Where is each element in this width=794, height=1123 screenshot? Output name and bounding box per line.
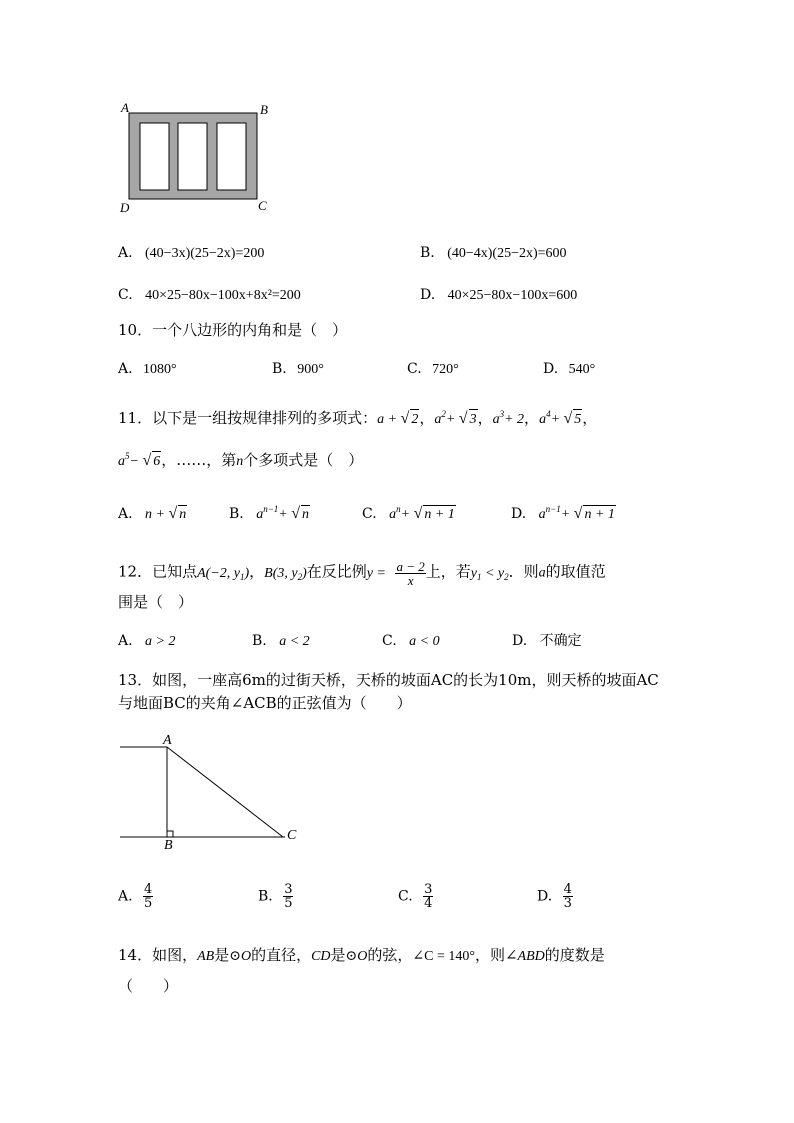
q11-stem-text: 11．以下是一组按规律排列的多项式：: [118, 409, 378, 427]
q13-option-c[interactable]: [398, 883, 433, 910]
poly-1: a + √ 2: [377, 412, 419, 427]
q9-option-b[interactable]: [420, 244, 567, 263]
option-letter: A.: [118, 361, 133, 377]
option-letter: C.: [398, 888, 413, 905]
vertex-label-a: A: [121, 100, 129, 115]
q13-option-b[interactable]: [258, 883, 293, 910]
fraction: $\frac{4}{3}$: [563, 882, 572, 911]
option-letter: D.: [420, 287, 436, 303]
option-letter: B.: [420, 245, 435, 261]
vertex-label-b: B: [260, 102, 268, 117]
q14-stem-text: 的弦，: [367, 946, 413, 964]
q11-stem-line2: [118, 450, 363, 472]
q11-option-c[interactable]: [362, 505, 456, 524]
q12-stem-line1: 12．已知点A(−2, $y_1$)，B(3, $y_2$)在反比例y = $\frac{a - 2}{x}$ 上，若$y_1 < y_2$．则a的取值范: [118, 559, 606, 588]
option-text: a < 2: [279, 634, 310, 649]
fraction: $\frac{4}{5}$: [144, 882, 153, 911]
q14-stem-text: 的直径，: [251, 946, 312, 964]
option-letter: A.: [118, 245, 133, 261]
q11-option-d[interactable]: [511, 505, 616, 524]
q9-option-c[interactable]: [118, 286, 301, 305]
option-text: 540°: [568, 362, 596, 377]
q12-option-b[interactable]: [252, 632, 310, 651]
inverse-function: y = $\frac{a - 2}{x}$: [366, 559, 425, 588]
angle-c: ∠C = 140°: [412, 949, 475, 964]
q13-stem-line1: 13．如图，一座高6m的过街天桥，天桥的坡面AC的长为10m，则天桥的坡面AC: [118, 671, 659, 689]
q12-stem-text: 的取值范: [545, 562, 606, 581]
option-letter: C.: [407, 361, 422, 377]
q12-stem-text: 12．已知点: [118, 562, 198, 581]
inner-pane-3: [217, 123, 246, 190]
point-b: B(3, $y_2$): [264, 565, 307, 582]
q9-option-a[interactable]: [118, 244, 264, 263]
circle-o: ⊙O: [345, 949, 368, 964]
option-letter: D.: [537, 888, 553, 905]
circle-o: ⊙O: [229, 949, 252, 964]
option-letter: D.: [543, 361, 559, 377]
segment-ac: [167, 747, 283, 837]
q12-option-a[interactable]: [118, 632, 175, 651]
vertex-label-c: C: [287, 828, 297, 843]
fraction: $\frac{3}{5}$: [284, 882, 293, 911]
bridge-figure: [115, 735, 315, 855]
poly-3: $a^3+ 2$: [492, 409, 525, 427]
option-text: 1080°: [143, 362, 177, 377]
option-letter: B.: [258, 888, 273, 905]
option-letter: D.: [512, 633, 528, 649]
q10-option-c[interactable]: [407, 360, 459, 379]
option-letter: B.: [252, 633, 267, 649]
q14-stem-text: 的度数是: [544, 946, 605, 964]
option-text: 40×25−80x−100x+8x²=200: [145, 288, 301, 303]
q13-option-d[interactable]: [537, 883, 573, 910]
q12-stem-line2: 围是（ ）: [118, 593, 194, 611]
option-text: a < 0: [409, 634, 440, 649]
option-math: $a^{n-1}+$ √ n: [256, 504, 310, 522]
q10-stem: 10．一个八边形的内角和是（ ）: [118, 321, 348, 339]
q10-option-a[interactable]: [118, 360, 177, 379]
option-letter: A.: [118, 633, 133, 649]
option-text: 720°: [432, 362, 459, 377]
option-letter: B.: [229, 506, 244, 522]
option-letter: A.: [118, 888, 133, 905]
q12-stem-text: 在反比例: [306, 562, 367, 581]
q11-option-a[interactable]: [118, 505, 187, 524]
option-text: (40−3x)(25−2x)=200: [145, 246, 265, 261]
poly-5: $a^5-$ √ 6: [118, 454, 161, 469]
q14-stem-text: 14．如图，: [118, 946, 198, 964]
poly-2: $a^2+$ √ 3: [434, 412, 477, 427]
right-angle-mark: [167, 831, 173, 837]
q11-stem-text: ，……，第: [161, 451, 237, 469]
option-text: 不确定: [539, 633, 582, 649]
option-math: $a^{n-1}+$ √ n + 1: [538, 504, 615, 522]
vertex-label-d: D: [120, 200, 130, 215]
q10-option-b[interactable]: [272, 360, 324, 379]
q12-stem-text: ．则: [508, 562, 539, 581]
q14-stem-line2: （ ）: [118, 977, 179, 995]
q14-stem-text: 是: [214, 946, 230, 964]
vertex-label-b: B: [164, 838, 173, 853]
angle-abd: ABD: [517, 949, 545, 964]
option-letter: C.: [118, 287, 133, 303]
vertex-label-a: A: [163, 733, 172, 748]
q11-option-b[interactable]: [229, 505, 310, 524]
option-letter: C.: [362, 506, 377, 522]
q14-stem-text: ，则∠: [474, 946, 518, 964]
vertex-label-c: C: [258, 198, 267, 213]
q12-stem-text: 上，若: [425, 562, 471, 581]
poly-4: $a^4+$ √ 5: [539, 412, 582, 427]
q12-option-d[interactable]: [512, 632, 582, 650]
segment-ab: AB: [197, 949, 215, 964]
option-math: n + √ n: [145, 505, 187, 522]
option-text: (40−4x)(25−2x)=600: [447, 246, 567, 261]
q12-option-c[interactable]: [382, 632, 440, 651]
q14-stem-text: 是: [330, 946, 346, 964]
point-a: A(−2, $y_1$): [197, 565, 250, 582]
y-inequality: $y_1 < y_2$: [470, 565, 509, 582]
q14-stem-line1: [118, 945, 605, 967]
inner-pane-1: [140, 123, 169, 190]
q13-stem-line2: 与地面BC的夹角∠ACB的正弦值为（ ）: [118, 694, 412, 712]
q12-a-var: a: [538, 565, 546, 581]
option-text: a > 2: [145, 634, 176, 649]
inner-pane-2: [178, 123, 207, 190]
q11-stem-text: 个多项式是（ ）: [243, 451, 364, 469]
option-letter: D.: [511, 506, 527, 522]
q11-stem-line1: 11．以下是一组按规律排列的多项式：a + √ 2，$a^2+$ √ 3，$a^3+ 2$，$a^4+$ √ 5，: [118, 408, 597, 430]
fraction: $\frac{3}{4}$: [424, 882, 433, 911]
q10-option-d[interactable]: [543, 360, 595, 379]
q9-option-d[interactable]: [420, 286, 577, 305]
option-letter: A.: [118, 506, 133, 522]
option-letter: B.: [272, 361, 287, 377]
option-letter: C.: [382, 633, 397, 649]
option-text: 900°: [297, 362, 324, 377]
option-text: 40×25−80x−100x=600: [447, 288, 578, 303]
q13-option-a[interactable]: [118, 883, 153, 910]
q11-n-var: n: [236, 454, 244, 469]
option-math: $a^n+$ √ n + 1: [389, 504, 455, 522]
segment-cd: CD: [311, 949, 331, 964]
